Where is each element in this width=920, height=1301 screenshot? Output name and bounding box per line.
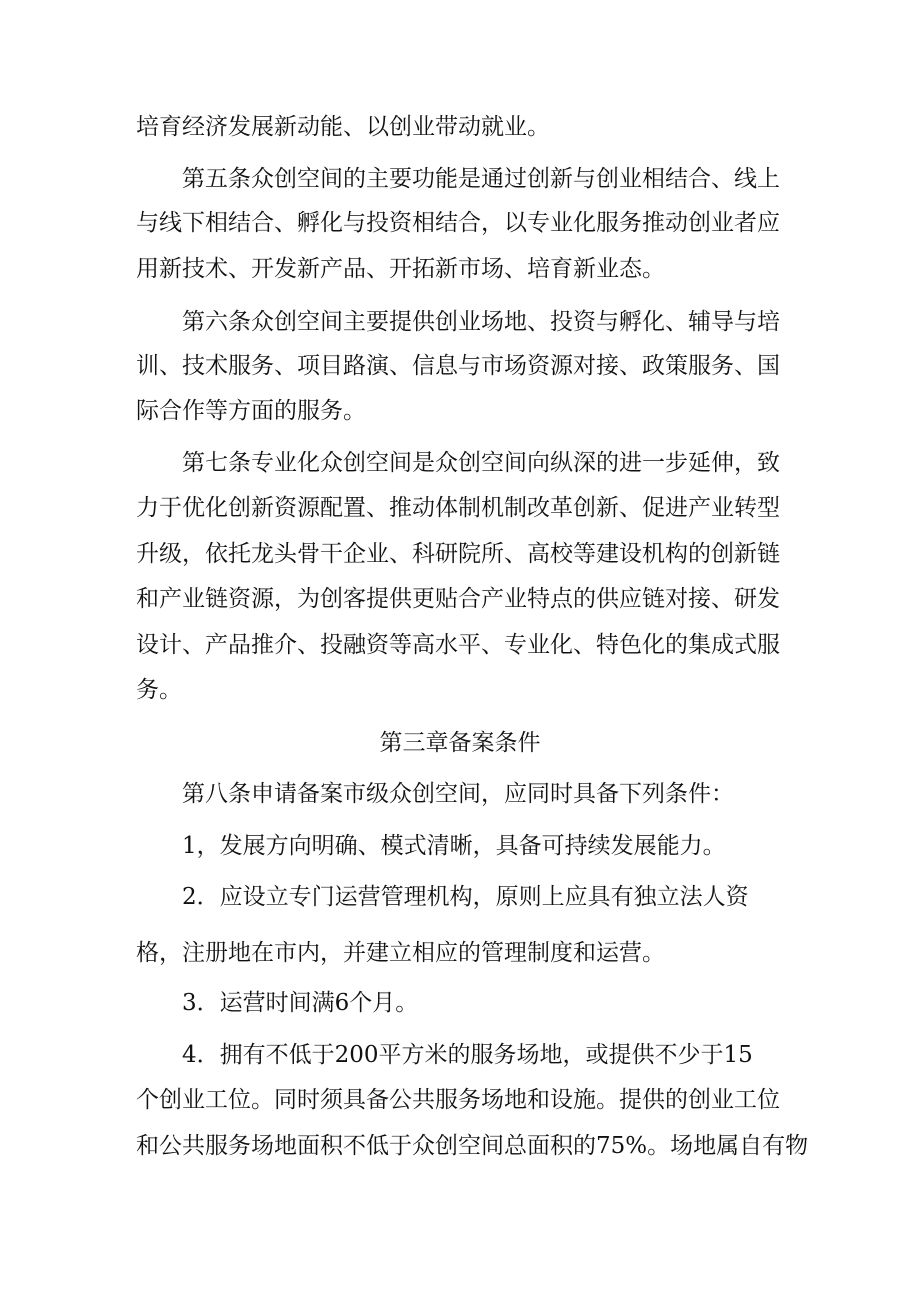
paragraph-line: 升级，依托龙头骨干企业、科研院所、高校等建设机构的创新链: [136, 541, 780, 567]
chapter-heading: 第三章备案条件: [379, 730, 541, 756]
paragraph-line: 务。: [136, 677, 182, 703]
paragraph-line: 第六条众创空间主要提供创业场地、投资与孵化、辅导与培: [182, 309, 780, 335]
paragraph-line: 用新技术、开发新产品、开拓新市场、培育新业态。: [136, 256, 665, 282]
paragraph-line: 第五条众创空间的主要功能是通过创新与创业相结合、线上: [182, 166, 780, 192]
paragraph-line: 力于优化创新资源配置、推动体制机制改革创新、促进产业转型: [136, 495, 780, 521]
paragraph-line: 训、技术服务、项目路演、信息与市场资源对接、政策服务、国: [136, 353, 780, 379]
list-item: 3．运营时间满6个月。: [182, 990, 419, 1016]
list-item: 4．拥有不低于200平方米的服务场地，或提供不少于15: [182, 1042, 753, 1068]
paragraph-line: 格，注册地在市内，并建立相应的管理制度和运营。: [136, 940, 665, 966]
paragraph-line: 培育经济发展新动能、以创业带动就业。: [136, 114, 550, 140]
paragraph-line: 个创业工位。同时须具备公共服务场地和设施。提供的创业工位: [136, 1087, 780, 1113]
paragraph-line: 和公共服务场地面积不低于众创空间总面积的75%。场地属自有物: [136, 1133, 809, 1159]
list-item: 2．应设立专门运营管理机构，原则上应具有独立法人资: [182, 884, 749, 910]
paragraph-line: 际合作等方面的服务。: [136, 398, 366, 424]
paragraph-line: 第七条专业化众创空间是众创空间向纵深的进一步延伸，致: [182, 450, 780, 476]
paragraph-line: 和产业链资源，为创客提供更贴合产业特点的供应链对接、研发: [136, 586, 780, 612]
paragraph-line: 与线下相结合、孵化与投资相结合，以专业化服务推动创业者应: [136, 210, 780, 236]
list-item: 1，发展方向明确、模式清晰，具备可持续发展能力。: [182, 833, 726, 859]
paragraph-line: 第八条申请备案市级众创空间，应同时具备下列条件：: [182, 781, 734, 807]
paragraph-line: 设计、产品推介、投融资等高水平、专业化、特色化的集成式服: [136, 632, 780, 658]
